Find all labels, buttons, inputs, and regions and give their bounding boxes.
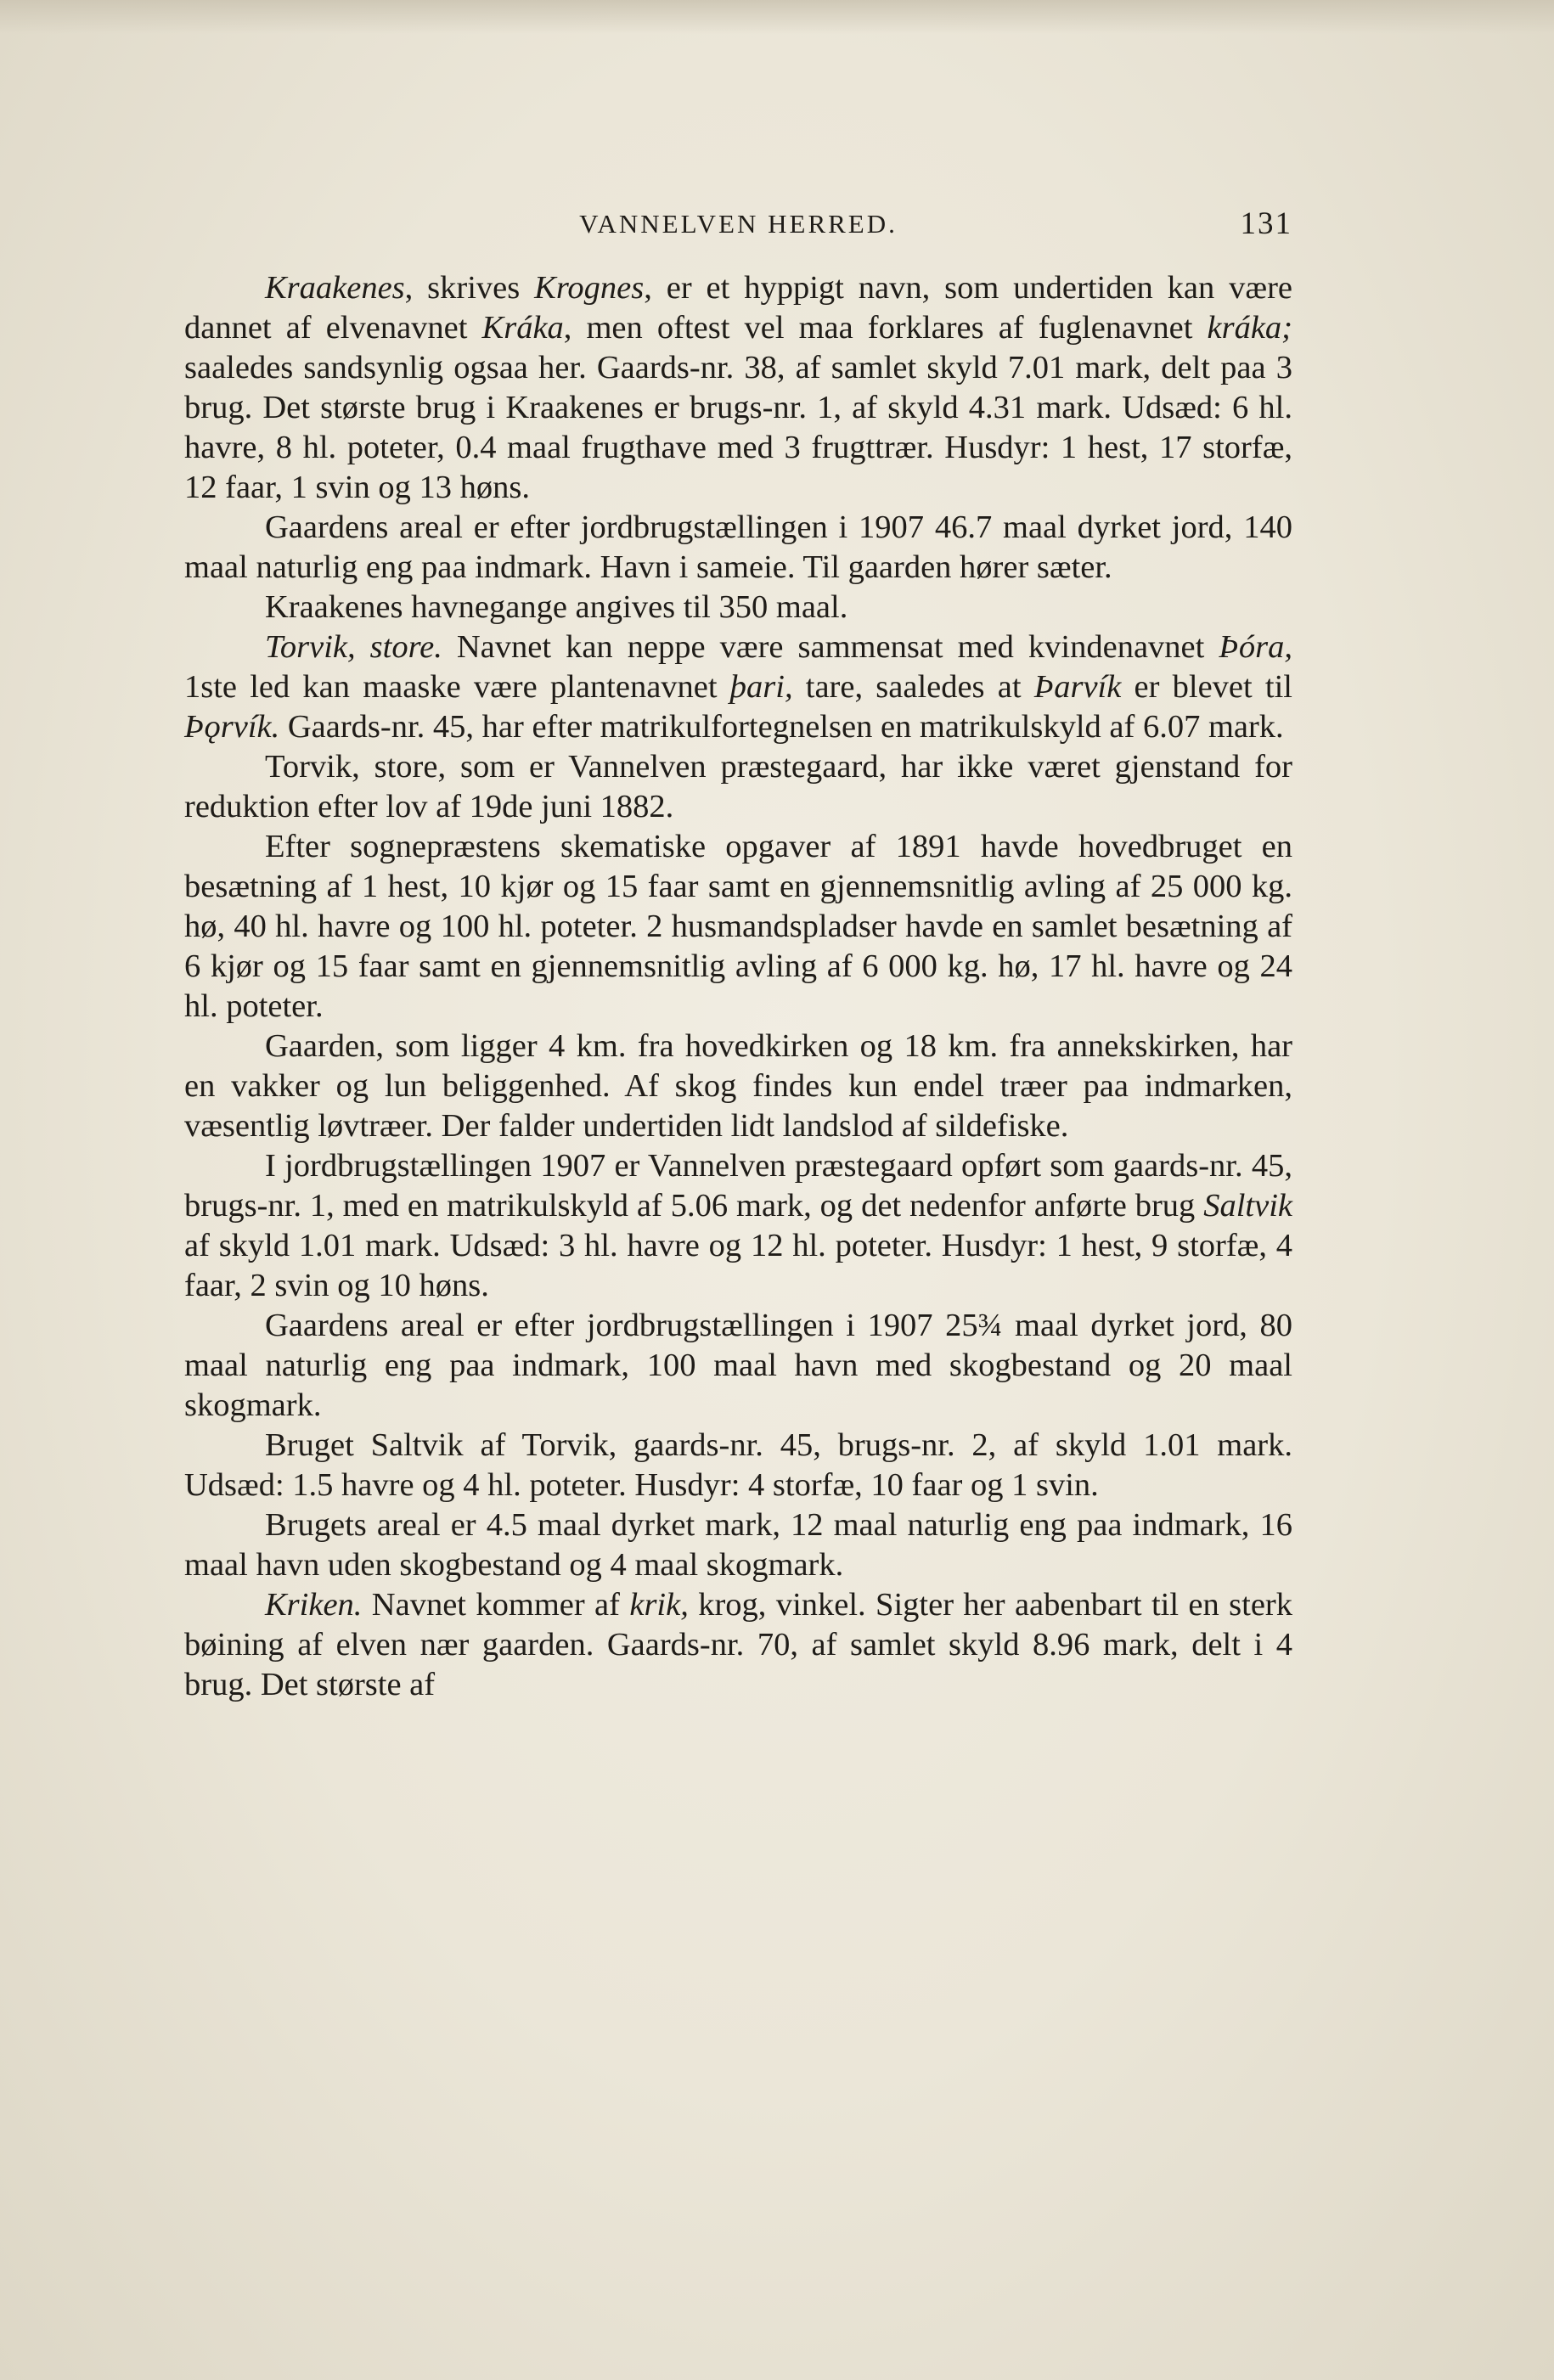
- text-segment: Navnet kan neppe være sammensat med kvindenavnet: [442, 629, 1219, 665]
- page-header: [184, 200, 1292, 251]
- italic-text: kráka;: [1207, 310, 1292, 346]
- italic-text: Þǫrvík.: [184, 709, 280, 745]
- italic-text: þari,: [729, 669, 793, 705]
- text-segment: I jordbrugstællingen 1907 er Vannelven præstegaard opført som gaards-nr. 45, brugs-nr. 1, med en matrikulskyld af 5.06 mark, og det nedenfor anførte brug: [184, 1148, 1292, 1224]
- text-segment: , men oftest vel maa forklares af fuglenavnet: [563, 310, 1208, 346]
- italic-text: Kriken.: [265, 1587, 363, 1623]
- text-segment: , er et hyppigt navn, som undertiden kan være dannet af elvenavnet: [184, 270, 1293, 346]
- text-segment: er blevet til: [1121, 669, 1292, 705]
- text-segment: 1ste led kan maaske være plantenavnet: [184, 669, 730, 705]
- paragraph: [184, 747, 1292, 827]
- text-segment: Brugets areal er 4.5 maal dyrket mark, 12 maal naturlig eng paa indmark, 16 maal havn uden skogbestand og 4 maal skogmark.: [184, 1507, 1292, 1583]
- italic-text: Saltvik: [1203, 1188, 1292, 1224]
- italic-text: Þarvík: [1033, 669, 1122, 705]
- page-number: 131: [1240, 206, 1292, 241]
- text-segment: saaledes sandsynlig ogsaa her. Gaards-nr. 38, af samlet skyld 7.01 mark, delt paa 3 brug. Det største brug i Kraakenes er brugs-nr. 1, af skyld 4.31 mark. Udsæd: 6 hl. havre, 8 hl. poteter, 0.4 maal frugthave med 3 frugttrær. Husdyr: 1 hest, 17 storfæ, 12 faar, 1 svin og 13 høns.: [184, 350, 1292, 505]
- paragraph: [184, 1306, 1292, 1426]
- text-segment: Gaards-nr. 45, har efter matrikulfortegnelsen en matrikulskyld af 6.07 mark.: [279, 709, 1284, 745]
- paragraph: [184, 268, 1292, 508]
- body-text: [184, 268, 1292, 1705]
- italic-text: Torvik, store.: [265, 629, 442, 665]
- text-segment: Gaarden, som ligger 4 km. fra hovedkirken og 18 km. fra annekskirken, har en vakker og lun beliggenhed. Af skog findes kun endel træer paa indmarken, væsentlig løvtræer. Der falder undertiden lidt landslod af sildefiske.: [184, 1028, 1292, 1144]
- text-segment: krog, vinkel. Sigter her aabenbart til en sterk bøining af elven nær gaarden. Gaards-nr. 70, af samlet skyld 8.96 mark, delt i 4 brug. Det største af: [184, 1587, 1292, 1702]
- paragraph: [184, 1426, 1292, 1505]
- paragraph: [184, 627, 1292, 747]
- text-segment: Efter sognepræstens skematiske opgaver af 1891 havde hovedbruget en besætning af 1 hest, 10 kjør og 15 faar samt en gjennemsnitlig avling af 25 000 kg. hø, 40 hl. havre og 100 hl. poteter. 2 husmandspladser havde en samlet besætning af 6 kjør og 15 faar samt en gjennemsnitlig avling af 6 000 kg. hø, 17 hl. havre og 24 hl. poteter.: [184, 829, 1292, 1024]
- paragraph: [184, 1585, 1292, 1705]
- text-segment: , skrives: [404, 270, 535, 306]
- italic-text: Kraakenes: [265, 270, 405, 306]
- paragraph: [184, 1146, 1292, 1306]
- paragraph: [184, 827, 1292, 1027]
- text-segment: Navnet kommer af: [362, 1587, 630, 1623]
- running-title: VANNELVEN HERRED.: [579, 209, 898, 239]
- text-segment: Gaardens areal er efter jordbrugstællingen i 1907 25¾ maal dyrket jord, 80 maal naturlig eng paa indmark, 100 maal havn med skogbestand og 20 maal skogmark.: [184, 1308, 1292, 1423]
- text-segment: Bruget Saltvik af Torvik, gaards-nr. 45, brugs-nr. 2, af skyld 1.01 mark. Udsæd: 1.5 havre og 4 hl. poteter. Husdyr: 4 storfæ, 10 faar og 1 svin.: [184, 1427, 1292, 1503]
- italic-text: Þóra,: [1219, 629, 1292, 665]
- paragraph: [184, 508, 1292, 588]
- paragraph: [184, 588, 1292, 627]
- text-segment: Gaardens areal er efter jordbrugstællingen i 1907 46.7 maal dyrket jord, 140 maal naturlig eng paa indmark. Havn i sameie. Til gaarden hører sæter.: [184, 509, 1292, 585]
- paragraph: [184, 1027, 1292, 1146]
- italic-text: Krognes: [534, 270, 645, 306]
- italic-text: Kráka: [481, 310, 564, 346]
- text-segment: Kraakenes havnegange angives til 350 maal.: [265, 589, 848, 625]
- text-segment: tare, saaledes at: [792, 669, 1034, 705]
- text-segment: Torvik, store, som er Vannelven præstegaard, har ikke været gjenstand for reduktion efter lov af 19de juni 1882.: [184, 749, 1292, 824]
- italic-text: krik,: [629, 1587, 689, 1623]
- paragraph: [184, 1505, 1292, 1585]
- text-segment: af skyld 1.01 mark. Udsæd: 3 hl. havre og 12 hl. poteter. Husdyr: 1 hest, 9 storfæ, 4 faar, 2 svin og 10 høns.: [184, 1228, 1292, 1303]
